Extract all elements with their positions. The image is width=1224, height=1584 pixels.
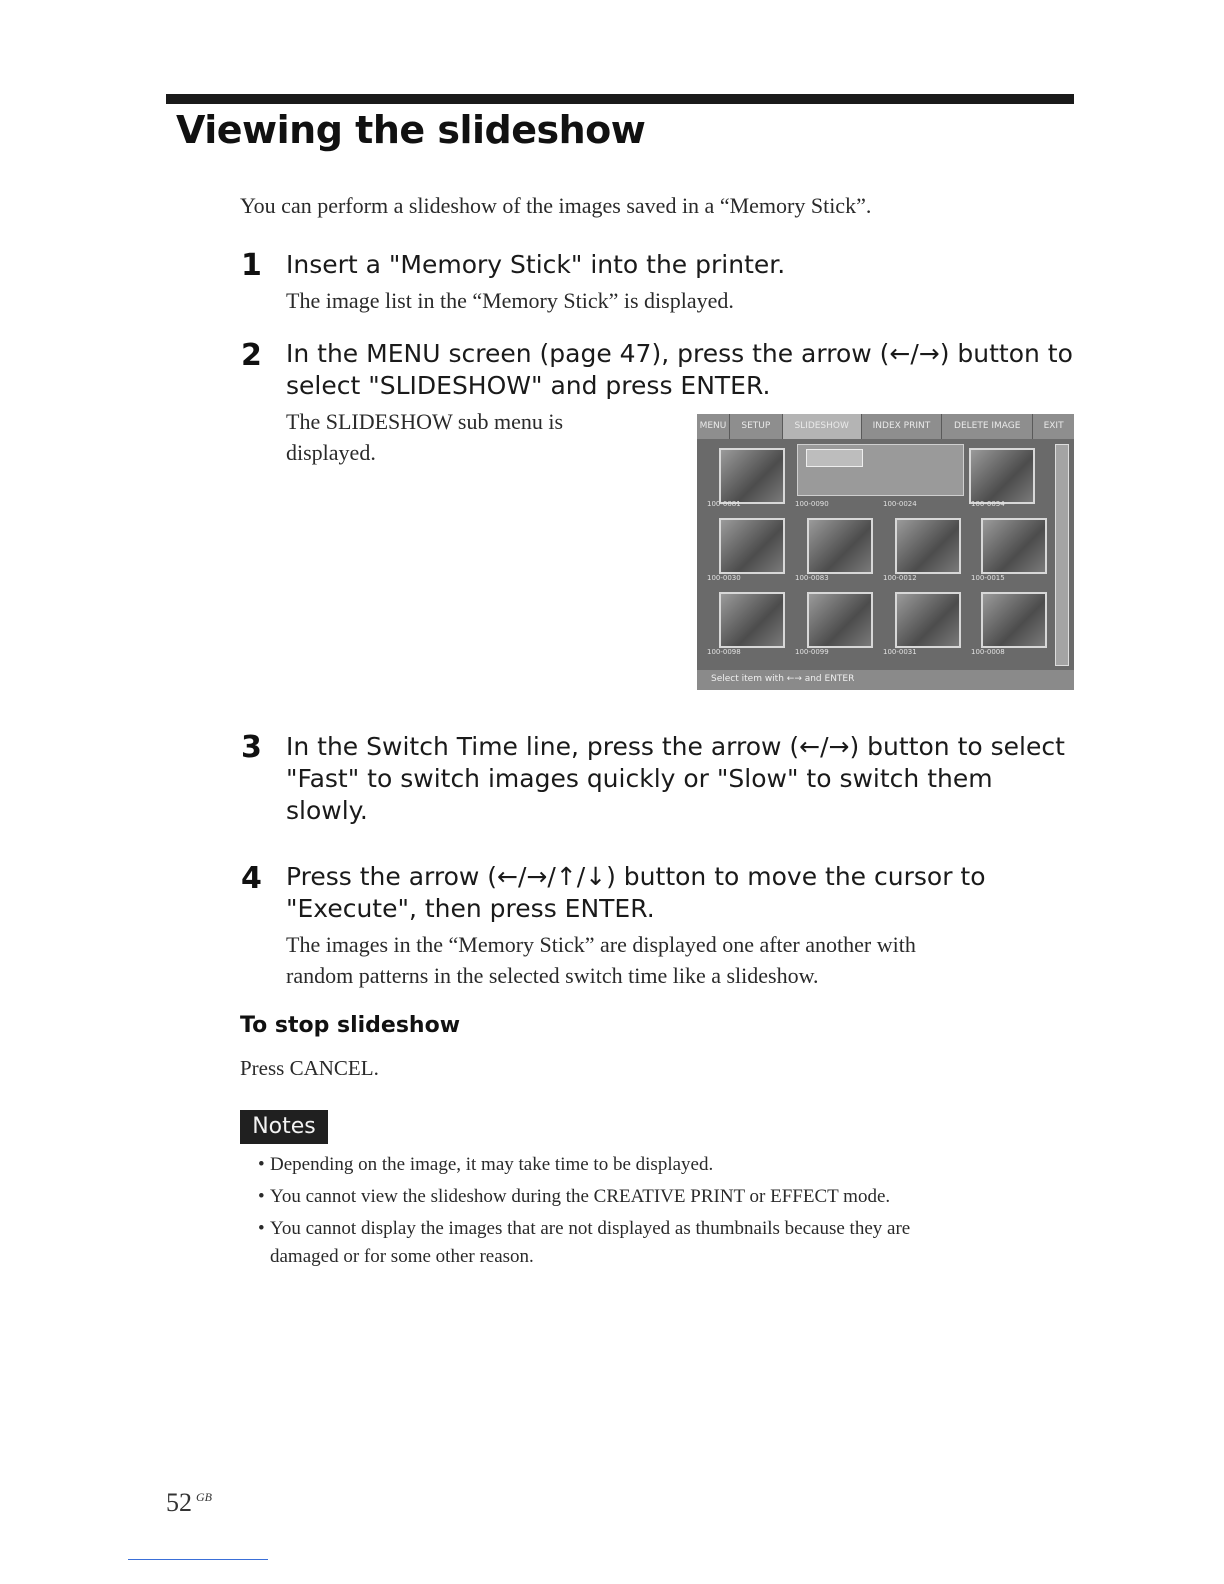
step-2-body-line: displayed.: [286, 440, 376, 465]
thumbnail-label: 100-0090: [795, 500, 829, 508]
intro-text: You can perform a slideshow of the images saved in a “Memory Stick”.: [240, 193, 872, 218]
step-4-body-line: random patterns in the selected switch time like a slideshow.: [286, 963, 819, 988]
step-2-body: [286, 406, 563, 468]
screen-menu-item: DELETE IMAGE: [942, 414, 1033, 439]
thumbnail: [981, 592, 1047, 648]
screen-menu-item: SETUP: [730, 414, 783, 439]
screen-menu-item: MENU: [697, 414, 730, 439]
screen-menu-item: EXIT: [1043, 421, 1064, 431]
page-suffix: GB: [196, 1490, 212, 1504]
step-3-heading-line: In the Switch Time line, press the arrow (←/→) button to select: [286, 732, 1065, 761]
step-1-heading-line: Insert a "Memory Stick" into the printer.: [286, 250, 786, 279]
step-1-heading: [286, 249, 785, 281]
thumbnail-label: 100-0030: [707, 574, 741, 582]
step-1-body: [286, 285, 734, 316]
thumbnail-label: 100-0099: [795, 648, 829, 656]
step-2-body-line: The SLIDESHOW sub menu is: [286, 409, 564, 434]
screen-menu-item: INDEX PRINT: [862, 414, 943, 439]
title-rule: [166, 94, 1074, 104]
step-3-heading: [286, 731, 1065, 827]
note-line: Depending on the image, it may take time to be displayed.: [270, 1154, 714, 1175]
stop-heading: To stop slideshow: [240, 1013, 461, 1038]
note-item: [258, 1151, 714, 1179]
thumbnail-label: 100-0083: [795, 574, 829, 582]
bullet-icon: •: [258, 1186, 265, 1207]
page-title: Viewing the slideshow: [176, 108, 646, 152]
screen-menu-item: SLIDESHOW: [783, 414, 862, 439]
step-2-heading-line: select "SLIDESHOW" and press ENTER.: [286, 371, 771, 400]
thumbnail-label: 100-0015: [971, 574, 1005, 582]
step-2-number: 2: [241, 338, 262, 373]
page-number: [166, 1488, 212, 1518]
step-1-body-line: The image list in the “Memory Stick” is displayed.: [286, 288, 734, 313]
thumbnail: [895, 518, 961, 574]
step-4-heading-line: Press the arrow (←/→/↑/↓) button to move the cursor to: [286, 862, 986, 891]
slideshow-menu-screenshot: [697, 414, 1074, 690]
step-1-number: 1: [241, 248, 262, 283]
screen-status-bar: [697, 670, 1074, 690]
bullet-icon: •: [258, 1218, 265, 1239]
thumbnail: [807, 518, 873, 574]
note-item: [258, 1215, 911, 1271]
note-item: [258, 1183, 891, 1211]
thumbnail: [807, 592, 873, 648]
step-4-heading-line: "Execute", then press ENTER.: [286, 894, 655, 923]
step-2-heading-line: In the MENU screen (page 47), press the arrow (←/→) button to: [286, 339, 1073, 368]
step-3-number: 3: [241, 730, 262, 765]
thumbnail-label: 100-0008: [971, 648, 1005, 656]
note-line: You cannot display the images that are not displayed as thumbnails because they are: [270, 1218, 911, 1239]
step-3-heading-line: "Fast" to switch images quickly or "Slow" to switch them: [286, 764, 993, 793]
thumbnail: [719, 592, 785, 648]
note-line: damaged or for some other reason.: [270, 1246, 534, 1267]
thumbnail-label: 100-0031: [883, 648, 917, 656]
step-4-heading: [286, 861, 986, 925]
submenu-option: [806, 449, 863, 467]
bullet-icon: •: [258, 1154, 265, 1175]
slideshow-submenu: [797, 444, 964, 496]
thumbnail-label: 100-0034: [971, 500, 1005, 508]
step-2-heading: [286, 338, 1073, 402]
thumbnail-label: 100-0081: [707, 500, 741, 508]
thumbnail-label: 100-0098: [707, 648, 741, 656]
screen-menu-bar: [697, 414, 1074, 439]
thumbnail: [969, 448, 1035, 504]
stop-text: Press CANCEL.: [240, 1056, 379, 1080]
note-line: You cannot view the slideshow during the CREATIVE PRINT or EFFECT mode.: [270, 1186, 891, 1207]
thumbnail-label: 100-0012: [883, 574, 917, 582]
thumbnail-label: 100-0024: [883, 500, 917, 508]
notes-badge: Notes: [240, 1110, 328, 1144]
footer-rule: [128, 1559, 268, 1560]
step-4-body-line: The images in the “Memory Stick” are displayed one after another with: [286, 932, 916, 957]
screen-scrollbar: [1055, 444, 1069, 666]
page-number-value: 52: [166, 1488, 192, 1517]
thumbnail: [719, 448, 785, 504]
step-4-number: 4: [241, 861, 262, 896]
step-4-body: [286, 929, 916, 991]
thumbnail: [981, 518, 1047, 574]
thumbnail: [719, 518, 785, 574]
screen-status-text: Select item with ←→ and ENTER: [711, 674, 855, 684]
thumbnail: [895, 592, 961, 648]
step-3-heading-line: slowly.: [286, 796, 368, 825]
